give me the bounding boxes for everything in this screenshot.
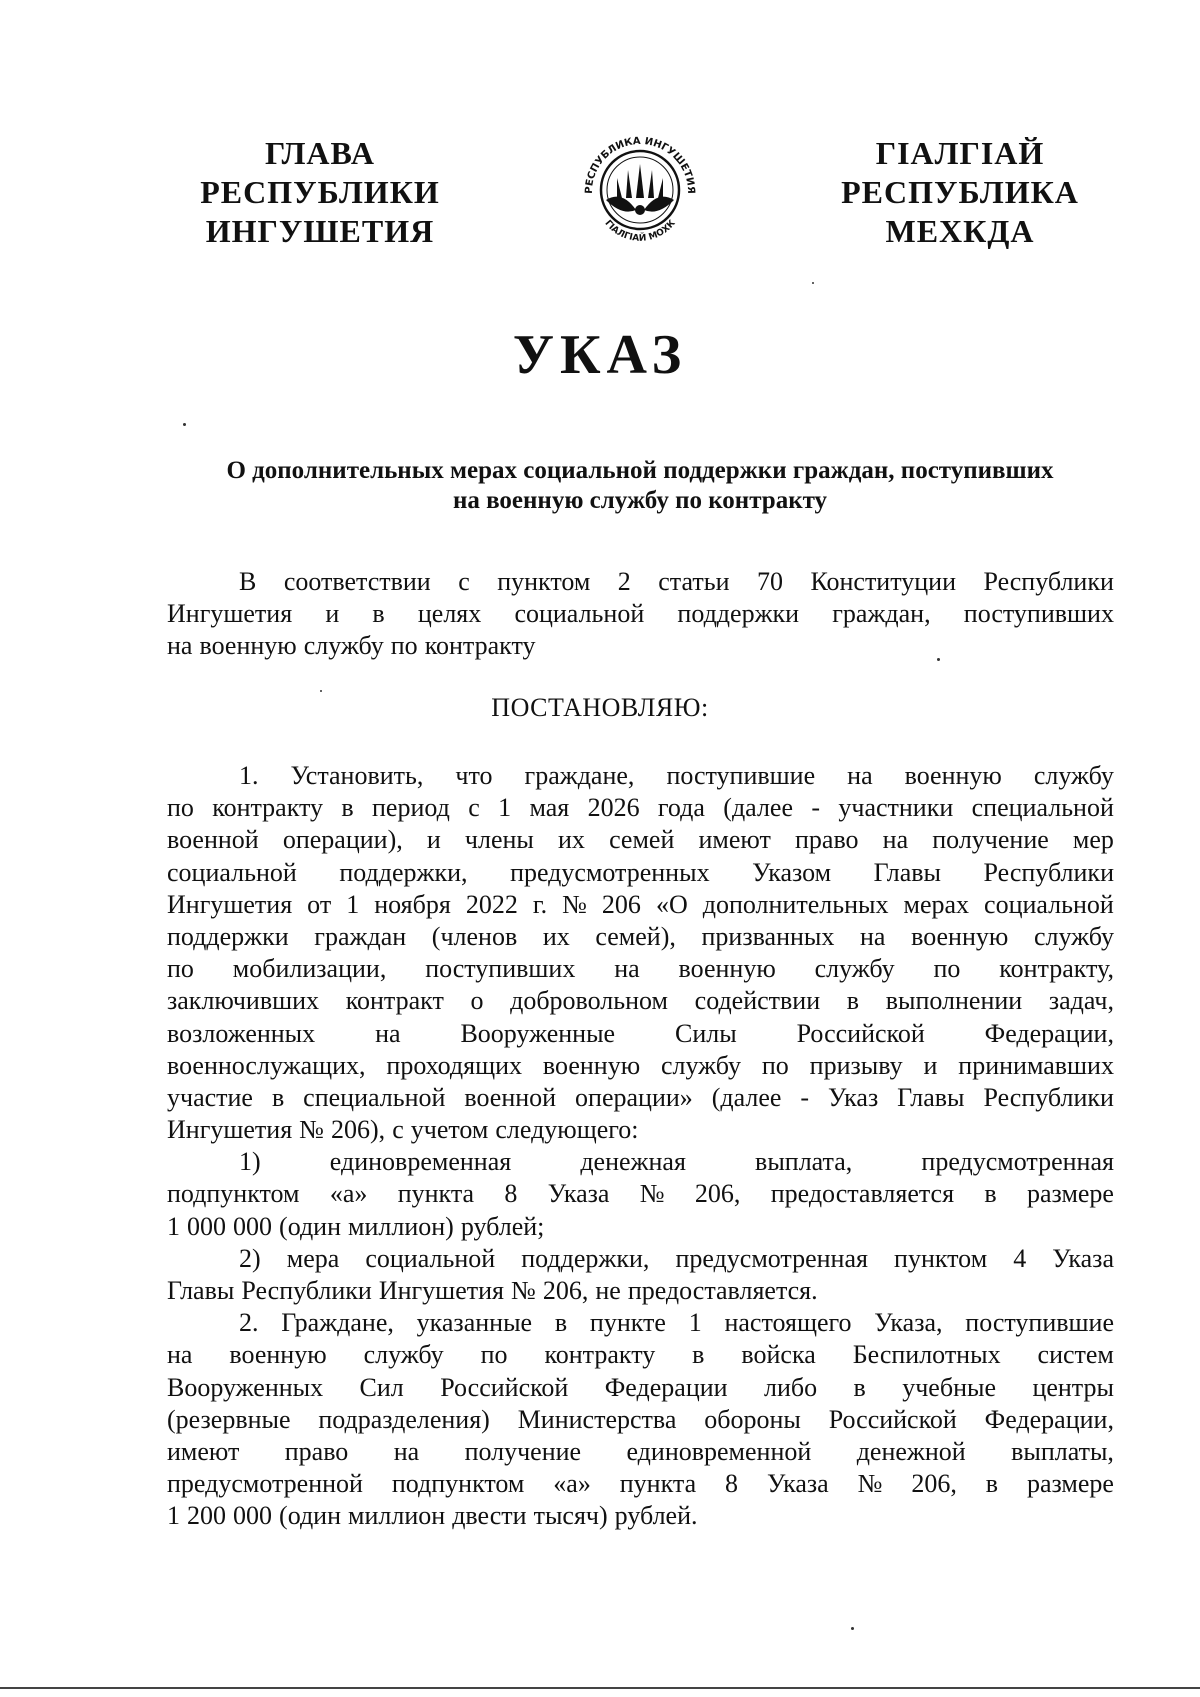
word: 206),: [331, 1115, 386, 1145]
decree-body: [167, 760, 1114, 1533]
word: с: [458, 567, 470, 596]
paragraph-1-line: [167, 1018, 1114, 1050]
subitem-1-line: [167, 1146, 1114, 1178]
word: призыву: [809, 1050, 903, 1080]
word: №: [562, 889, 587, 919]
word: участие: [167, 1082, 253, 1112]
word: специальной: [303, 1082, 446, 1112]
word: (один: [279, 1501, 342, 1531]
word: предусмотренных: [510, 857, 710, 887]
word: Российской: [796, 1018, 925, 1048]
word: 1.: [239, 761, 259, 790]
word: Федерации,: [984, 1018, 1114, 1048]
word: добровольном: [510, 986, 669, 1016]
word: 206,: [911, 1469, 957, 1499]
decree-subject: [160, 456, 1120, 516]
word: право: [284, 1436, 349, 1466]
word: в: [554, 1308, 568, 1338]
word: Граждане,: [281, 1308, 394, 1338]
word: возложенных: [167, 1018, 316, 1048]
word: в: [372, 599, 385, 629]
word: 1: [346, 889, 360, 919]
word: Ингушетия: [167, 599, 293, 629]
word: (далее: [711, 1082, 782, 1112]
word: 000: [233, 1211, 273, 1241]
word: дополнительных: [702, 889, 889, 919]
word: -: [800, 1082, 810, 1112]
word: военную: [229, 1340, 327, 1370]
preamble-line: [167, 630, 1114, 662]
word: и: [923, 1050, 938, 1080]
paragraph-1-line: [167, 792, 1114, 824]
word: социальной: [365, 1243, 496, 1273]
word: от: [307, 889, 332, 919]
word: поступивших: [425, 954, 576, 984]
word: военную: [904, 761, 1002, 790]
word: их: [558, 825, 585, 855]
word: право: [794, 825, 859, 855]
word: военную: [678, 954, 776, 984]
subitem-2-line: [167, 1243, 1114, 1275]
word: службу: [814, 954, 895, 984]
word: мерах: [903, 889, 970, 919]
word: имеют: [698, 825, 771, 855]
word: Российской: [828, 1404, 957, 1434]
word: мера: [286, 1243, 340, 1273]
word: что: [455, 761, 493, 790]
word: получение: [932, 825, 1049, 855]
word: миллион: [348, 1501, 446, 1531]
word: граждан: [314, 921, 407, 951]
word: службу: [1033, 761, 1114, 790]
word: и: [426, 825, 441, 855]
word: семей),: [595, 921, 676, 951]
word: Ингушетия: [378, 1276, 504, 1305]
word: Указа: [766, 1469, 829, 1499]
word: Республики: [983, 567, 1114, 596]
word: в: [985, 1469, 999, 1499]
word: поступившие: [666, 761, 816, 790]
word: 206: [601, 889, 641, 919]
header-right-line: ГIАЛГIАЙ: [875, 135, 1045, 171]
word: 2.: [239, 1308, 259, 1338]
word: предусмотренная: [675, 1243, 868, 1273]
word: либо: [763, 1372, 818, 1402]
word: период: [372, 793, 450, 823]
word: не: [595, 1276, 621, 1305]
scan-speck: [812, 282, 814, 284]
word: систем: [1037, 1340, 1114, 1370]
word: службу: [661, 1050, 742, 1080]
word: денежная: [580, 1147, 686, 1177]
subitem-1-line: [167, 1178, 1114, 1210]
word: Республики: [983, 1082, 1114, 1112]
word: 206,: [694, 1179, 741, 1209]
word: статьи: [658, 567, 730, 596]
word: на: [167, 1340, 193, 1370]
word: В: [239, 567, 257, 596]
scan-speck: [937, 658, 940, 661]
preamble-line: [167, 598, 1114, 630]
word: Республики: [241, 1276, 372, 1305]
word: тысяч): [533, 1501, 608, 1531]
subject-line: О дополнительных мерах социальной поддержки граждан, поступивших: [226, 457, 1054, 484]
word: заключивших: [167, 986, 320, 1016]
word: рублей;: [460, 1211, 545, 1241]
word: контракту,: [999, 954, 1114, 984]
word: 1: [167, 1501, 180, 1531]
word: социальной: [167, 857, 297, 887]
paragraph-1-line: [167, 985, 1114, 1017]
paragraph-1-line: [167, 760, 1114, 792]
word: 200: [187, 1501, 227, 1531]
word: Ингушетия: [167, 889, 293, 919]
word: мая: [529, 793, 570, 823]
word: миллион): [348, 1211, 454, 1241]
word: целях: [417, 599, 482, 629]
word: выплата,: [755, 1147, 853, 1177]
decree-word: ПОСТАНОВЛЯЮ:: [491, 693, 709, 722]
word: «а»: [329, 1179, 368, 1209]
word: семей: [609, 825, 675, 855]
word: военнослужащих,: [167, 1050, 366, 1080]
word: пункте: [589, 1308, 666, 1338]
word: Республики: [983, 857, 1114, 887]
word: размере: [1027, 1179, 1114, 1209]
header-left-line: РЕСПУБЛИКИ: [200, 174, 440, 210]
paragraph-1-line: [167, 1114, 1114, 1146]
word: проходящих: [386, 1050, 523, 1080]
word: на: [167, 631, 193, 661]
word: военную: [199, 631, 297, 661]
word: ноября: [374, 889, 451, 919]
header-left-line: ИНГУШЕТИЯ: [205, 213, 435, 249]
word: предоставляется: [770, 1179, 955, 1209]
word: контракту: [544, 1340, 656, 1370]
word: в: [271, 1082, 285, 1112]
paragraph-1-line: [167, 889, 1114, 921]
word: Указом: [752, 857, 832, 887]
word: пункта: [619, 1469, 697, 1499]
word: в: [846, 986, 860, 1016]
word: на: [614, 954, 640, 984]
subject-line: на военную службу по контракту: [452, 487, 828, 514]
word: по: [390, 631, 418, 661]
paragraph-2-line: [167, 1307, 1114, 1339]
word: поддержки,: [521, 1243, 650, 1273]
word: обороны: [704, 1404, 801, 1434]
header-right-line: МЕХКДА: [885, 213, 1035, 249]
word: 1: [688, 1308, 702, 1338]
word: на: [393, 1436, 420, 1466]
scan-speck: [851, 1627, 854, 1630]
word: военной: [464, 1082, 557, 1112]
word: мобилизации,: [232, 954, 387, 984]
word: пункта: [397, 1179, 475, 1209]
word: в: [984, 1179, 997, 1209]
paragraph-2-line: [167, 1468, 1114, 1500]
word: по: [167, 954, 194, 984]
word: службу: [1033, 921, 1114, 951]
word: на: [882, 825, 909, 855]
word: по: [933, 954, 961, 984]
word: (резервные: [167, 1404, 291, 1434]
preamble: [167, 566, 1114, 663]
word: (один: [279, 1211, 342, 1241]
word: 2: [617, 567, 631, 596]
word: принимавших: [958, 1050, 1114, 1080]
subitem-1-line: [167, 1211, 1114, 1243]
word: 2026: [587, 793, 640, 823]
paragraph-2-line: [167, 1500, 1114, 1532]
paragraph-1-line: [167, 1050, 1114, 1082]
word: социальной: [514, 599, 645, 629]
word: Указа: [1052, 1243, 1114, 1273]
word: 2022: [465, 889, 518, 919]
word: граждане,: [524, 761, 635, 790]
word: Конституции: [810, 567, 956, 596]
word: о: [470, 986, 484, 1016]
word: с: [468, 793, 480, 823]
word: участники: [838, 793, 954, 823]
word: (далее: [723, 793, 794, 823]
word: мер: [1072, 825, 1114, 855]
word: члены: [464, 825, 534, 855]
word: (членов: [431, 921, 518, 951]
word: военной: [167, 825, 259, 855]
paragraph-1-line: [167, 921, 1114, 953]
word: №: [639, 1179, 665, 1209]
word: -: [811, 793, 821, 823]
paragraph-1-line: [167, 1082, 1114, 1114]
word: учебные: [902, 1372, 997, 1402]
word: службу: [363, 1340, 444, 1370]
word: «О: [655, 889, 688, 919]
paragraph-2-line: [167, 1436, 1114, 1468]
paragraph-2-line: [167, 1404, 1114, 1436]
word: Ингушетия: [167, 1115, 293, 1145]
word: 1: [498, 793, 512, 823]
paragraph-1-line: [167, 824, 1114, 856]
word: операции),: [282, 825, 403, 855]
word: службу: [303, 631, 384, 661]
word: контракту: [212, 793, 324, 823]
word: поддержки: [167, 921, 289, 951]
word: Главы: [167, 1276, 235, 1305]
word: Главы: [897, 1082, 965, 1112]
word: Беспилотных: [852, 1340, 1001, 1370]
header-right-block: [810, 134, 1110, 251]
word: в: [692, 1340, 705, 1370]
word: выполнении: [885, 986, 1023, 1016]
header-left-line: ГЛАВА: [265, 135, 375, 171]
paragraph-1-line: [167, 857, 1114, 889]
word: граждан,: [832, 599, 931, 629]
word: №: [510, 1276, 536, 1305]
word: подразделения): [318, 1404, 490, 1434]
word: учетом: [410, 1115, 489, 1145]
word: с: [392, 1115, 404, 1145]
word: содействии: [694, 986, 821, 1016]
word: 70: [756, 567, 783, 596]
header-left-block: [170, 134, 470, 251]
word: 2): [239, 1243, 261, 1273]
word: настоящего: [724, 1308, 852, 1338]
word: контракт: [345, 986, 444, 1016]
scan-bottom-edge: [0, 1687, 1200, 1689]
word: операции»: [575, 1082, 693, 1112]
word: денежной: [856, 1436, 966, 1466]
word: по: [167, 793, 194, 823]
scan-speck: [183, 423, 186, 426]
word: на: [375, 1018, 401, 1048]
word: рублей.: [614, 1501, 698, 1531]
word: в: [341, 793, 354, 823]
paragraph-2-line: [167, 1372, 1114, 1404]
word: указанные: [416, 1308, 533, 1338]
word: Федерации,: [984, 1404, 1114, 1434]
emblem-top-text: РЕСПУБЛИКА ИНГУШЕТИЯ: [583, 135, 697, 195]
word: Указа: [547, 1179, 610, 1209]
paragraph-1-line: [167, 953, 1114, 985]
document-title: УКАЗ: [512, 324, 688, 386]
word: 206,: [542, 1276, 589, 1305]
word: центры: [1032, 1372, 1114, 1402]
scan-speck: [320, 690, 322, 692]
word: подпунктом: [391, 1469, 525, 1499]
word: Силы: [675, 1018, 737, 1048]
word: 4: [1013, 1243, 1027, 1273]
word: Вооруженные: [460, 1018, 616, 1048]
preamble-line: [167, 566, 1114, 598]
word: Федерации: [604, 1372, 728, 1402]
paragraph-2-line: [167, 1339, 1114, 1371]
word: военную: [542, 1050, 641, 1080]
word: №: [857, 1469, 883, 1499]
word: поступившие: [965, 1308, 1114, 1338]
subitem-2-line: [167, 1275, 1114, 1307]
word: войска: [741, 1340, 816, 1370]
word: следующего:: [495, 1115, 639, 1145]
word: подпунктом: [167, 1179, 300, 1209]
word: №: [299, 1115, 324, 1145]
word: поддержки: [677, 599, 800, 629]
word: на: [860, 921, 886, 951]
word: Главы: [873, 857, 941, 887]
word: предоставляется.: [627, 1276, 818, 1305]
word: предусмотренной: [167, 1469, 363, 1499]
word: Сил: [359, 1372, 404, 1402]
word: двести: [452, 1501, 527, 1531]
word: единовременная: [329, 1147, 512, 1177]
word: контракту: [424, 631, 536, 661]
word: пунктом: [894, 1243, 988, 1273]
word: 000: [187, 1211, 227, 1241]
word: 1): [239, 1147, 261, 1177]
word: «а»: [553, 1469, 591, 1499]
word: в: [853, 1372, 866, 1402]
word: имеют: [167, 1436, 240, 1466]
word: года: [657, 793, 705, 823]
word: пунктом: [497, 567, 591, 596]
word: Установить,: [290, 761, 424, 790]
svg-text:ГIАЛГIАЙ МОХК: [602, 218, 678, 244]
word: поддержки,: [339, 857, 468, 887]
word: по: [480, 1340, 508, 1370]
word: Вооруженных: [167, 1372, 324, 1402]
word: 000: [233, 1501, 273, 1531]
word: специальной: [971, 793, 1114, 823]
word: единовременной: [626, 1436, 812, 1466]
word: Министерства: [517, 1404, 677, 1434]
word: предусмотренная: [921, 1147, 1114, 1177]
word: 8: [725, 1469, 739, 1499]
word: и: [325, 599, 340, 629]
word: задач,: [1048, 986, 1114, 1016]
word: Указ: [828, 1082, 879, 1112]
word: 8: [504, 1179, 518, 1209]
word: размере: [1026, 1469, 1114, 1499]
word: выплаты,: [1011, 1436, 1114, 1466]
word: получение: [464, 1436, 582, 1466]
word: соответствии: [283, 567, 431, 596]
word: на: [847, 761, 873, 790]
coat-of-arms-emblem: [570, 118, 710, 258]
emblem-bottom-text: ГIАЛГIАЙ МОХК: [602, 218, 678, 244]
word: 1: [167, 1211, 180, 1241]
word: поступивших: [963, 599, 1114, 629]
word: Российской: [440, 1372, 569, 1402]
word: их: [542, 921, 570, 951]
word: по: [761, 1050, 789, 1080]
word: призванных: [701, 921, 835, 951]
header-right-line: РЕСПУБЛИКА: [841, 174, 1079, 210]
word: г.: [532, 889, 548, 919]
word: военную: [911, 921, 1009, 951]
word: социальной: [984, 889, 1114, 919]
word: Указа,: [874, 1308, 943, 1338]
